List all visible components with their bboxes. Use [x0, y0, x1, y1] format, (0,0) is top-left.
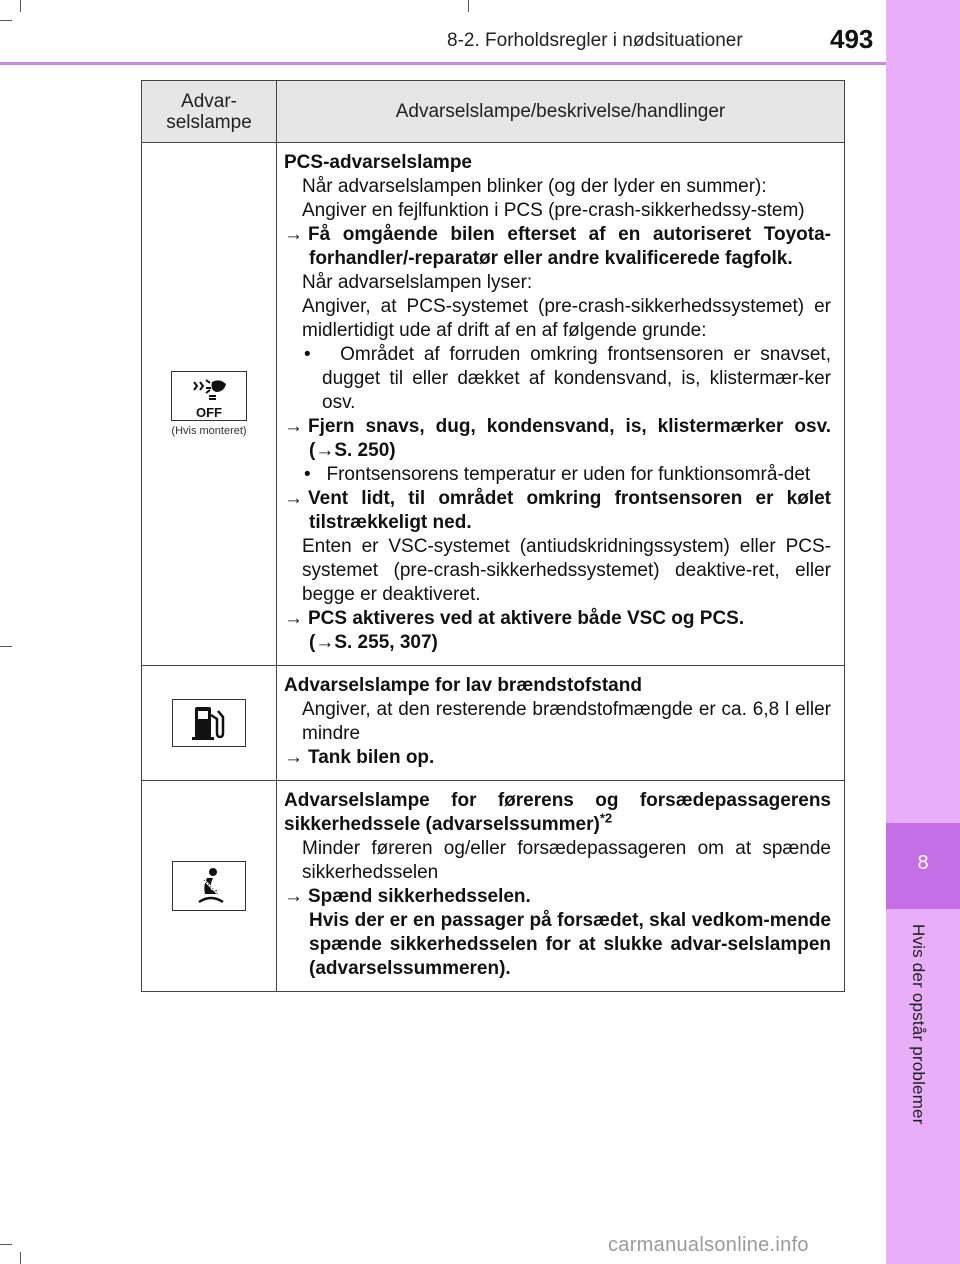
- page-number: 493: [830, 24, 874, 54]
- lamp-icon-frame: [171, 371, 247, 421]
- svg-text:OFF: OFF: [196, 405, 222, 420]
- action-continuation: [284, 631, 831, 655]
- table-row: [142, 666, 845, 781]
- crop-mark: [20, 0, 21, 12]
- watermark: carmanualsonline.info: [608, 1234, 809, 1256]
- arrow-right-icon: →: [284, 488, 303, 509]
- table-row: [142, 781, 845, 992]
- page-reference: S. 250): [334, 440, 396, 461]
- fuel-pump-icon: [173, 700, 245, 746]
- bullet-text: Området af forruden omkring frontsensoren er snavset, dugget til eller dækket af kondensvand, is, klistermær-ker osv.: [322, 344, 831, 413]
- action-text: Spænd sikkerhedsselen.: [308, 886, 531, 907]
- crop-mark: [468, 0, 469, 12]
- action-text: Fjern snavs, dug, kondensvand, is, klistermærker osv. (: [308, 416, 831, 461]
- arrow-right-icon: →: [315, 632, 335, 653]
- description-line: Angiver, at PCS-systemet (pre-crash-sikkerhedssystemet) er midlertidigt ude af drift af en af følgende grunde:: [302, 296, 831, 341]
- lamp-description-cell: [277, 666, 845, 781]
- warning-lamp-table: [141, 80, 845, 992]
- action-text: Tank bilen op.: [308, 747, 435, 768]
- bullet-line: • Området af forruden omkring frontsensoren er snavset, dugget til eller dækket af kondensvand, is, klistermær-ker osv.: [304, 344, 831, 413]
- description-line: Enten er VSC-systemet (antiudskridningssystem) eller PCS-systemet (pre-crash-sikkerhedssystemet) deaktive-ret, eller begge er deaktiveret.: [302, 536, 831, 605]
- lamp-icon-frame: [172, 861, 246, 911]
- chapter-number: 8: [917, 852, 929, 874]
- lamp-title: Advarselslampe for lav brændstofstand: [284, 675, 642, 696]
- lamp-icon-frame: [172, 699, 246, 747]
- arrow-right-icon: →: [284, 608, 303, 629]
- lamp-title: PCS-advarselslampe: [284, 152, 472, 173]
- description-line: Angiver, at den resterende brændstofmængde er ca. 6,8 l eller mindre: [302, 699, 831, 744]
- lamp-icon-note: (Hvis monteret): [171, 425, 247, 437]
- action-text: PCS aktiveres ved at aktivere både VSC og PCS.: [308, 608, 745, 629]
- arrow-right-icon: →: [284, 886, 303, 907]
- header-rule: [0, 62, 886, 65]
- lamp-description-cell: [277, 781, 845, 992]
- arrow-right-icon: →: [284, 416, 303, 437]
- lamp-title-text: Advarselslampe for førerens og forsædepassagerens sikkerhedssele (advarselssummer): [284, 790, 831, 835]
- seatbelt-icon: [173, 862, 245, 910]
- bullet-line: • Frontsensorens temperatur er uden for funktionsområ-det: [304, 464, 811, 485]
- pcs-off-icon: [172, 372, 246, 420]
- bullet-text: Frontsensorens temperatur er uden for funktionsområ-det: [326, 464, 811, 485]
- column-header-lamp-line1: Advar-: [181, 90, 237, 112]
- chapter-title: Hvis der opstår problemer: [909, 924, 928, 1125]
- table-header-row: [142, 81, 845, 143]
- lamp-description-cell: [277, 143, 845, 666]
- lamp-icon-cell: [142, 666, 277, 781]
- page-reference: S. 255, 307): [334, 632, 438, 653]
- column-header-lamp: [142, 81, 277, 143]
- lamp-icon-cell: [142, 781, 277, 992]
- action-text: Vent lidt, til området omkring frontsensoren er kølet tilstrækkeligt ned.: [308, 488, 831, 533]
- column-header-description: Advarselslampe/beskrivelse/handlinger: [277, 81, 845, 143]
- lamp-title: [284, 789, 831, 837]
- crop-mark: [0, 20, 12, 21]
- description-line: Når advarselslampen lyser:: [302, 272, 533, 293]
- description-line: Minder føreren og/eller forsædepassageren om at spænde sikkerhedsselen: [302, 838, 831, 883]
- lamp-icon-cell: [142, 143, 277, 666]
- section-title: 8-2. Forholdsregler i nødsituationer: [447, 30, 743, 51]
- arrow-right-icon: →: [315, 440, 335, 461]
- action-line: [284, 607, 831, 631]
- action-line: [284, 415, 831, 463]
- table-row: [142, 143, 845, 666]
- footnote-marker: *2: [599, 810, 613, 826]
- description-line: Når advarselslampen blinker (og der lyder en summer):: [302, 176, 767, 197]
- column-header-lamp-line2: selslampe: [166, 111, 252, 133]
- arrow-right-icon: →: [284, 224, 303, 245]
- action-line: [284, 746, 831, 770]
- action-text: Få omgående bilen efterset af en autoriseret Toyota-forhandler/-reparatør eller andre kvalificerede fagfolk.: [308, 224, 831, 269]
- action-line: [284, 885, 831, 909]
- crop-mark: [20, 1252, 21, 1264]
- crop-mark: [0, 646, 12, 647]
- description-line: Angiver en fejlfunktion i PCS (pre-crash-sikkerhedssy-stem): [302, 200, 805, 221]
- action-line: [284, 487, 831, 535]
- crop-mark: [0, 1244, 12, 1245]
- action-line: [284, 223, 831, 271]
- action-continuation: Hvis der er en passager på forsædet, skal vedkom-mende spænde sikkerhedsselen for at slukke advar-selslampen (advarselssummeren).: [309, 910, 831, 979]
- arrow-right-icon: →: [284, 747, 303, 768]
- action-text: (: [309, 632, 316, 653]
